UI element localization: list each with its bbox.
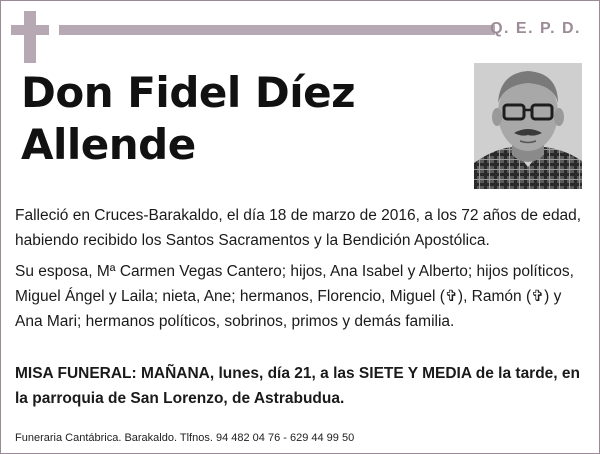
name-line-2: Allende [21, 120, 196, 169]
funeral-home-footer: Funeraria Cantábrica. Barakaldo. Tlfnos. 94 482 04 76 - 629 44 99 50 [15, 432, 355, 444]
header-bar [59, 25, 495, 35]
death-notice-paragraph: Falleció en Cruces-Barakaldo, el día 18 de marzo de 2016, a los 72 años de edad, habiendo recibido los Santos Sacramentos y la Bendición Apostólica. [15, 207, 582, 249]
deceased-name [21, 67, 461, 171]
qepd-label: Q. E. P. D. [490, 20, 581, 37]
name-line-1: Don Fidel Díez [21, 68, 356, 117]
cross-icon [11, 11, 49, 63]
funeral-mass-paragraph: MISA FUNERAL: MAÑANA, lunes, día 21, a las SIETE Y MEDIA de la tarde, en la parroquia de San Lorenzo, de Astrabudua. [15, 365, 581, 407]
family-paragraph: Su esposa, Mª Carmen Vegas Cantero; hijos, Ana Isabel y Alberto; hijos políticos, Miguel Ángel y Laila; nieta, Ane; hermanos, Florencio, Miguel (✞), Ramón (✞) y Ana Mari; hermanos políticos, sobrinos, primos y demás familia. [15, 263, 574, 330]
deceased-portrait [474, 63, 582, 189]
